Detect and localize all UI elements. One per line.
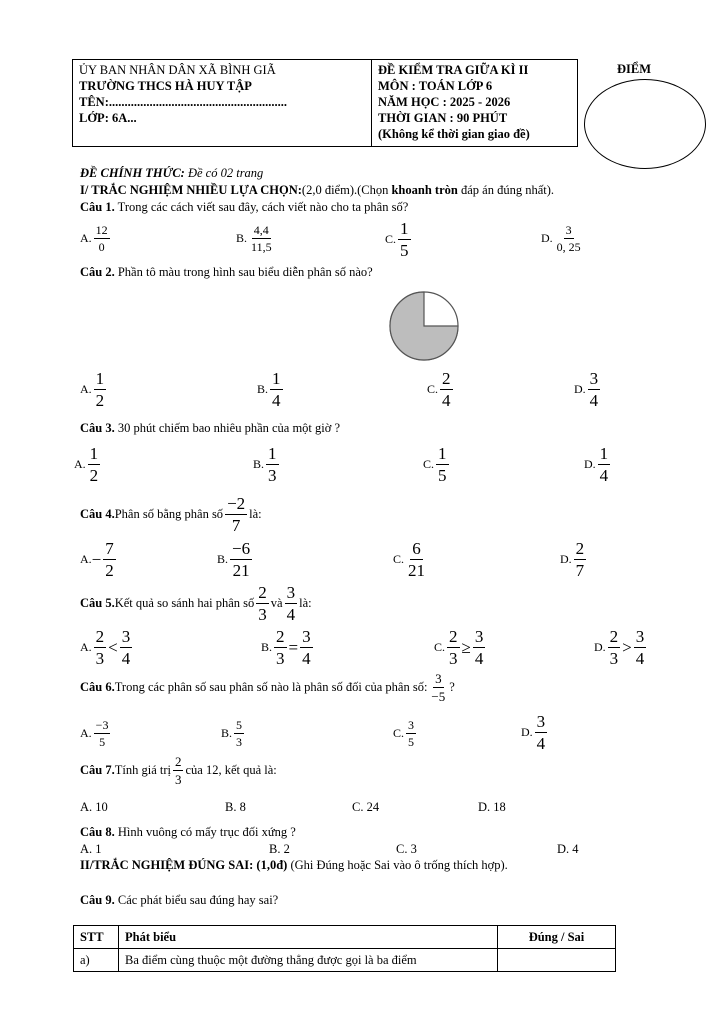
q8-option-a[interactable]: A. 1 (80, 842, 102, 856)
q1-option-b[interactable]: B. $\frac{4,4}{11,5}$ (236, 223, 272, 254)
school-info (73, 60, 372, 147)
numerator: 12 (95, 223, 108, 237)
denominator: 0 (98, 240, 105, 254)
q3-option-c[interactable]: C. $\frac{1}{5}$ (423, 444, 447, 485)
q6-option-b[interactable]: B. $\frac{5}{3}$ (221, 718, 243, 749)
question-9 (80, 893, 278, 908)
numerator: 1 (438, 444, 447, 463)
denominator: 5 (438, 466, 447, 485)
denominator: 7 (575, 561, 585, 580)
exam-header (72, 59, 578, 147)
numerator: −3 (95, 718, 109, 732)
q4-option-a[interactable]: A. − $\frac{7}{2}$ (80, 539, 114, 580)
col-header-answer: Đúng / Sai (498, 926, 616, 949)
official-note (80, 166, 263, 181)
q3-option-b[interactable]: B. $\frac{1}{3}$ (253, 444, 277, 485)
q5-option-c[interactable]: C. $\frac{2}{3}$ ≥ $\frac{3}{4}$ (434, 627, 484, 668)
part1-points: (2,0 điểm).(Chọn (301, 183, 392, 197)
part1-emphasis: khoanh tròn (391, 183, 458, 197)
numerator: 1 (268, 444, 277, 463)
row-answer-cell[interactable] (498, 949, 616, 972)
numerator: 3 (536, 712, 546, 731)
numerator: 6 (412, 539, 421, 558)
shaded-circle-figure (388, 290, 460, 362)
q6-option-a[interactable]: A. $\frac{-3}{5}$ (80, 718, 109, 749)
comparison-operator: = (288, 637, 299, 657)
numerator: 1 (95, 369, 105, 388)
score-circle[interactable] (584, 79, 706, 169)
question-text: Các phát biểu sau đúng hay sai? (114, 893, 279, 907)
q3-option-d[interactable]: D. $\frac{1}{4}$ (584, 444, 609, 485)
denominator: 5 (408, 735, 415, 749)
question-tail: là: (249, 507, 262, 521)
reference-fraction: $\frac{2}{3}$ (174, 754, 182, 787)
question-1 (80, 200, 408, 215)
denominator: 3 (236, 735, 243, 749)
q7-option-c[interactable]: C. 24 (352, 800, 380, 814)
question-tail: ? (449, 680, 455, 694)
q2-option-b[interactable]: B. $\frac{1}{4}$ (257, 369, 281, 410)
official-label: ĐỀ CHÍNH THỨC: (80, 166, 185, 180)
part2-instruction: (Ghi Đúng hoặc Sai vào ô trống thích hợp). (287, 858, 508, 872)
question-label: Câu 6. (80, 680, 115, 694)
denominator: 4 (599, 466, 609, 485)
q8-option-b[interactable]: B. 2 (269, 842, 290, 856)
fraction-2: $\frac{3}{4}$ (286, 583, 296, 624)
question-text: Phần tô màu trong hình sau biểu diễn phân số nào? (114, 265, 373, 279)
numerator: 1 (89, 444, 99, 463)
q1-option-c[interactable]: C. $\frac{1}{5}$ (385, 219, 409, 260)
question-label: Câu 3. (80, 421, 115, 435)
comparison-operator: < (108, 637, 118, 657)
question-text: 30 phút chiếm bao nhiêu phần của một giờ ? (114, 421, 341, 435)
q1-option-a[interactable]: A. $\frac{12}{0}$ (80, 223, 108, 254)
minus-sign: − (91, 549, 102, 569)
numerator: 3 (408, 718, 415, 732)
denominator: 4 (536, 734, 546, 753)
question-5 (80, 584, 312, 623)
reference-fraction: $\frac{3}{-5}$ (431, 671, 446, 704)
part2-title: II/TRẮC NGHIỆM ĐÚNG SAI: (1,0đ) (80, 858, 288, 872)
numerator: 2 (575, 539, 585, 558)
denominator: 3 (268, 466, 277, 485)
denominator: 11,5 (251, 240, 272, 254)
question-8 (80, 825, 296, 840)
denominator: 5 (400, 241, 409, 260)
question-label: Câu 8. (80, 825, 115, 839)
duration-note: (Không kể thời gian giao đề) (378, 127, 530, 141)
duration: THỜI GIAN : 90 PHÚT (378, 111, 508, 125)
question-label: Câu 4. (80, 507, 115, 521)
question-3 (80, 421, 340, 436)
numerator: 3 (589, 369, 599, 388)
question-tail: của 12, kết quả là: (185, 763, 277, 777)
row-stt: a) (74, 949, 119, 972)
question-text: Tính giá trị (114, 763, 171, 777)
student-name-field[interactable]: TÊN:......................................................... (79, 95, 287, 109)
denominator: 21 (232, 561, 250, 580)
denominator: 4 (589, 391, 599, 410)
q2-option-d[interactable]: D. $\frac{3}{4}$ (574, 369, 599, 410)
part2-heading (80, 858, 508, 873)
fraction-1: $\frac{2}{3}$ (258, 583, 267, 624)
denominator: 4 (272, 391, 281, 410)
question-text: Trong các cách viết sau đây, cách viết nào cho ta phân số? (114, 200, 409, 214)
row-statement: Ba điểm cùng thuộc một đường thẳng được gọi là ba điểm (119, 949, 498, 972)
question-6 (80, 672, 455, 703)
part1-title: I/ TRẮC NGHIỆM NHIỀU LỰA CHỌN: (80, 183, 302, 197)
true-false-table (73, 925, 616, 972)
exam-info (372, 60, 578, 147)
question-label: Câu 5. (80, 596, 115, 610)
q2-option-c[interactable]: C. $\frac{2}{4}$ (427, 369, 451, 410)
col-header-statement: Phát biểu (119, 926, 498, 949)
question-text: Hình vuông có mấy trục đối xứng ? (114, 825, 296, 839)
denominator: 0, 25 (556, 240, 581, 254)
question-label: Câu 2. (80, 265, 115, 279)
denominator: 2 (105, 561, 114, 580)
q8-option-c[interactable]: C. 3 (396, 842, 417, 856)
class-field[interactable]: LỚP: 6A... (79, 111, 137, 125)
q4-option-b[interactable]: B. $\frac{-6}{21}$ (217, 539, 251, 580)
school-name: TRƯỜNG THCS HÀ HUY TẬP (79, 79, 252, 93)
numerator: 4,4 (253, 223, 269, 237)
page-count-note: Đề có 02 trang (187, 166, 264, 180)
q7-option-d[interactable]: D. 18 (478, 800, 506, 814)
q5-option-d[interactable]: D. $\frac{2}{3}$ > $\frac{3}{4}$ (594, 627, 645, 668)
col-header-stt: STT (74, 926, 119, 949)
q3-option-a[interactable]: A. $\frac{1}{2}$ (74, 444, 99, 485)
question-label: Câu 1. (80, 200, 115, 214)
q6-option-d[interactable]: D. $\frac{3}{4}$ (521, 712, 546, 753)
denominator: 2 (89, 466, 99, 485)
q6-option-c[interactable]: C. $\frac{3}{5}$ (393, 718, 415, 749)
q7-option-b[interactable]: B. 8 (225, 800, 246, 814)
denominator: 5 (99, 735, 106, 749)
question-4 (80, 495, 262, 534)
conjunction: và (270, 596, 283, 610)
numerator: 3 (565, 223, 572, 237)
q2-option-a[interactable]: A. $\frac{1}{2}$ (80, 369, 105, 410)
comparison-operator: ≥ (461, 637, 471, 657)
question-2 (80, 265, 373, 280)
q7-option-a[interactable]: A. 10 (80, 800, 108, 814)
part1-instruction: đáp án đúng nhất). (457, 183, 554, 197)
exam-title: ĐỀ KIỂM TRA GIỮA KÌ II (378, 63, 529, 77)
q1-option-d[interactable]: D. $\frac{3}{0, 25}$ (541, 223, 581, 254)
numerator: 7 (105, 539, 114, 558)
denominator: 21 (408, 561, 426, 580)
score-label: ĐIỂM (617, 62, 652, 76)
question-text: Phân số bằng phân số (114, 507, 224, 521)
q8-option-d[interactable]: D. 4 (557, 842, 579, 856)
numerator: 1 (400, 219, 409, 238)
question-tail: là: (299, 596, 312, 610)
question-text: Kết quả so sánh hai phân số (114, 596, 255, 610)
part1-heading (80, 183, 554, 198)
question-7 (80, 755, 277, 786)
denominator: 2 (95, 391, 105, 410)
question-label: Câu 9. (80, 893, 115, 907)
q4-option-d[interactable]: D. $\frac{2}{7}$ (560, 539, 585, 580)
numerator: 5 (236, 718, 243, 732)
commune-name: ỦY BAN NHÂN DÂN XÃ BÌNH GIÃ (79, 63, 276, 77)
numerator: −6 (232, 539, 251, 558)
question-text: Trong các phân số sau phân số nào là phân số đối của phân số: (114, 680, 428, 694)
numerator: 2 (442, 369, 451, 388)
numerator: 1 (272, 369, 281, 388)
comparison-operator: > (622, 637, 632, 657)
q5-option-b[interactable]: B. $\frac{2}{3}$ = $\frac{3}{4}$ (261, 627, 311, 668)
school-year: NĂM HỌC : 2025 - 2026 (378, 95, 511, 109)
question-label: Câu 7. (80, 763, 115, 777)
subject: MÔN : TOÁN LỚP 6 (378, 79, 493, 93)
reference-fraction: $\frac{-2}{7}$ (227, 494, 246, 535)
q5-option-a[interactable]: A. $\frac{2}{3}$ < $\frac{3}{4}$ (80, 627, 131, 668)
table-header-row (74, 926, 616, 949)
q4-option-c[interactable]: C. $\frac{6}{21}$ (393, 539, 426, 580)
table-row (74, 949, 616, 972)
denominator: 4 (442, 391, 451, 410)
numerator: 1 (599, 444, 609, 463)
